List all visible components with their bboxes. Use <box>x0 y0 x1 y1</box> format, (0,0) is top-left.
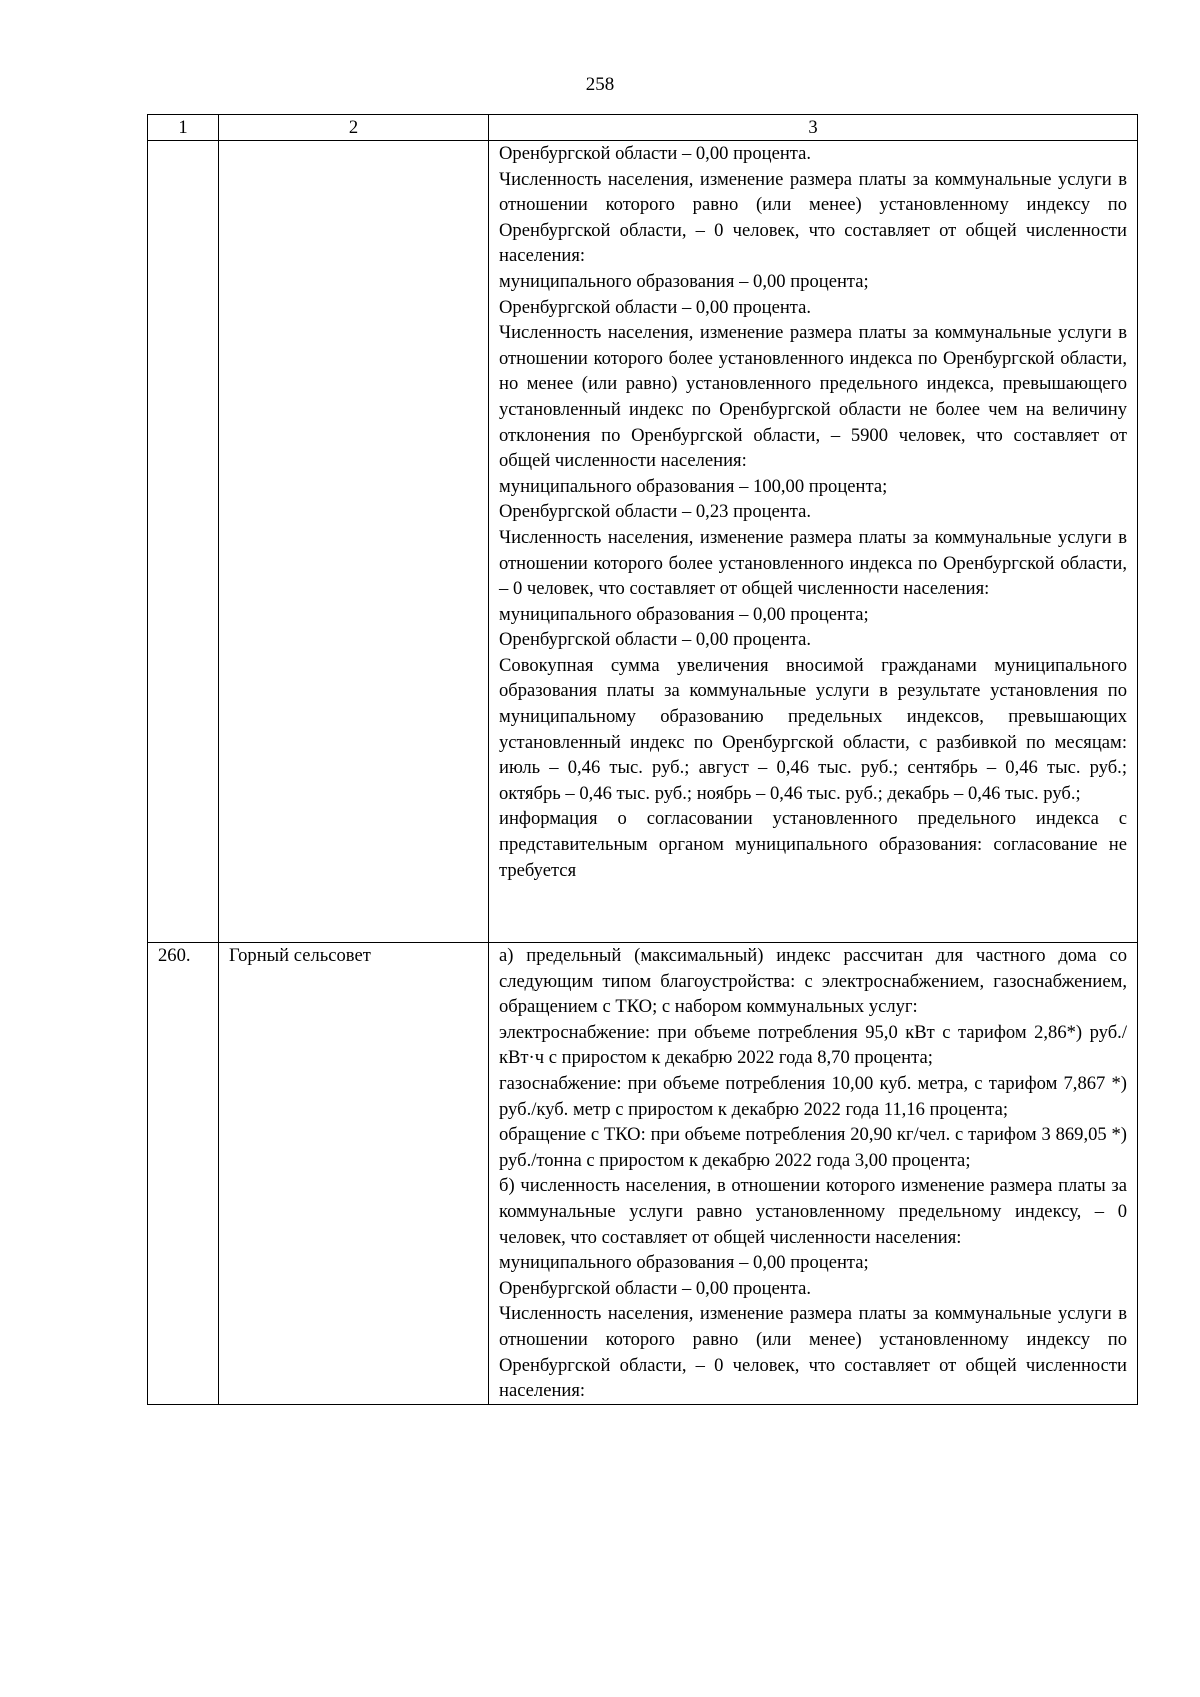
table-row <box>148 943 1138 1405</box>
paragraph: б) численность населения, в отношении которого изменение размера платы за коммунальные услуги равно установленному предельному индексу, – 0 человек, что составляет от общей численности населения: <box>499 1175 1127 1248</box>
paragraph: муниципального образования – 0,00 процента; <box>499 270 869 292</box>
paragraph: Численность населения, изменение размера платы за коммунальные услуги в отношении которого равно (или менее) установленному индексу по Оренбургской области, – 0 человек, что составляет от общей численности населения: <box>499 168 1127 267</box>
paragraph: Оренбургской области – 0,00 процента. <box>499 296 812 318</box>
table-row <box>148 141 1138 943</box>
table-header-row <box>148 115 1138 141</box>
paragraph: Численность населения, изменение размера платы за коммунальные услуги в отношении которого более установленного индекса по Оренбургской области, но менее (или равно) установленного предельного индекса, превышающего установленный индекс по Оренбургской области не более чем на величину отклонения по Оренбургской области, – 5900 человек, что составляет от общей численности населения: <box>499 322 1127 472</box>
data-table <box>147 114 1138 1405</box>
row-name: Горный сельсовет <box>219 943 489 1405</box>
page-number: 258 <box>585 74 615 95</box>
paragraph: обращение с ТКО: при объеме потребления 20,90 кг/чел. с тарифом 3 869,05 *) руб./тонна с приростом к декабрю 2022 года 3,00 процента; <box>499 1124 1127 1171</box>
paragraph: а) предельный (максимальный) индекс рассчитан для частного дома со следующим типом благоустройства: с электроснабжением, газоснабжением, обращением с ТКО; с набором коммунальных услуг: <box>499 945 1127 1018</box>
paragraph: газоснабжение: при объеме потребления 10,00 куб. метра, с тарифом 7,867 *) руб./куб. метр с приростом к декабрю 2022 года 11,16 процента; <box>499 1072 1127 1120</box>
row-content <box>489 943 1138 1405</box>
paragraph: Численность населения, изменение размера платы за коммунальные услуги в отношении которого более установленного индекса по Оренбургской области, – 0 человек, что составляет от общей численности населения: <box>499 526 1127 600</box>
row-content <box>489 141 1138 943</box>
paragraph: Численность населения, изменение размера платы за коммунальные услуги в отношении которого равно (или менее) установленному индексу по Оренбургской области, – 0 человек, что составляет от общей численности населения: <box>499 1303 1127 1402</box>
paragraph: информация о согласовании установленного предельного индекса с представительным органом муниципального образования: согласование не требуется <box>499 808 1127 881</box>
paragraph: Оренбургской области – 0,23 процента. <box>499 501 812 523</box>
column-header-3: 3 <box>489 115 1138 141</box>
row-number <box>148 141 219 943</box>
row-number: 260. <box>148 943 219 1405</box>
paragraph: муниципального образования – 100,00 процента; <box>499 475 888 497</box>
paragraph: муниципального образования – 0,00 процента; <box>499 603 869 625</box>
paragraph: Совокупная сумма увеличения вносимой гражданами муниципального образования платы за коммунальные услуги в результате установления по муниципальному образованию предельных индексов, превышающих установленный индекс по Оренбургской области, с разбивкой по месяцам: июль – 0,46 тыс. руб.; август – 0,46 тыс. руб.; сентябрь – 0,46 тыс. руб.; октябрь – 0,46 тыс. руб.; ноябрь – 0,46 тыс. руб.; декабрь – 0,46 тыс. руб.; <box>499 654 1127 804</box>
paragraph: Оренбургской области – 0,00 процента. <box>499 143 812 164</box>
paragraph: Оренбургской области – 0,00 процента. <box>499 1277 812 1299</box>
column-header-1: 1 <box>148 115 219 141</box>
paragraph: электроснабжение: при объеме потребления 95,0 кВт с тарифом 2,86*) руб./кВт·ч с приростом к декабрю 2022 года 8,70 процента; <box>499 1021 1127 1069</box>
column-header-2: 2 <box>219 115 489 141</box>
paragraph: муниципального образования – 0,00 процента; <box>499 1252 869 1274</box>
paragraph: Оренбургской области – 0,00 процента. <box>499 629 812 651</box>
row-name <box>219 141 489 943</box>
